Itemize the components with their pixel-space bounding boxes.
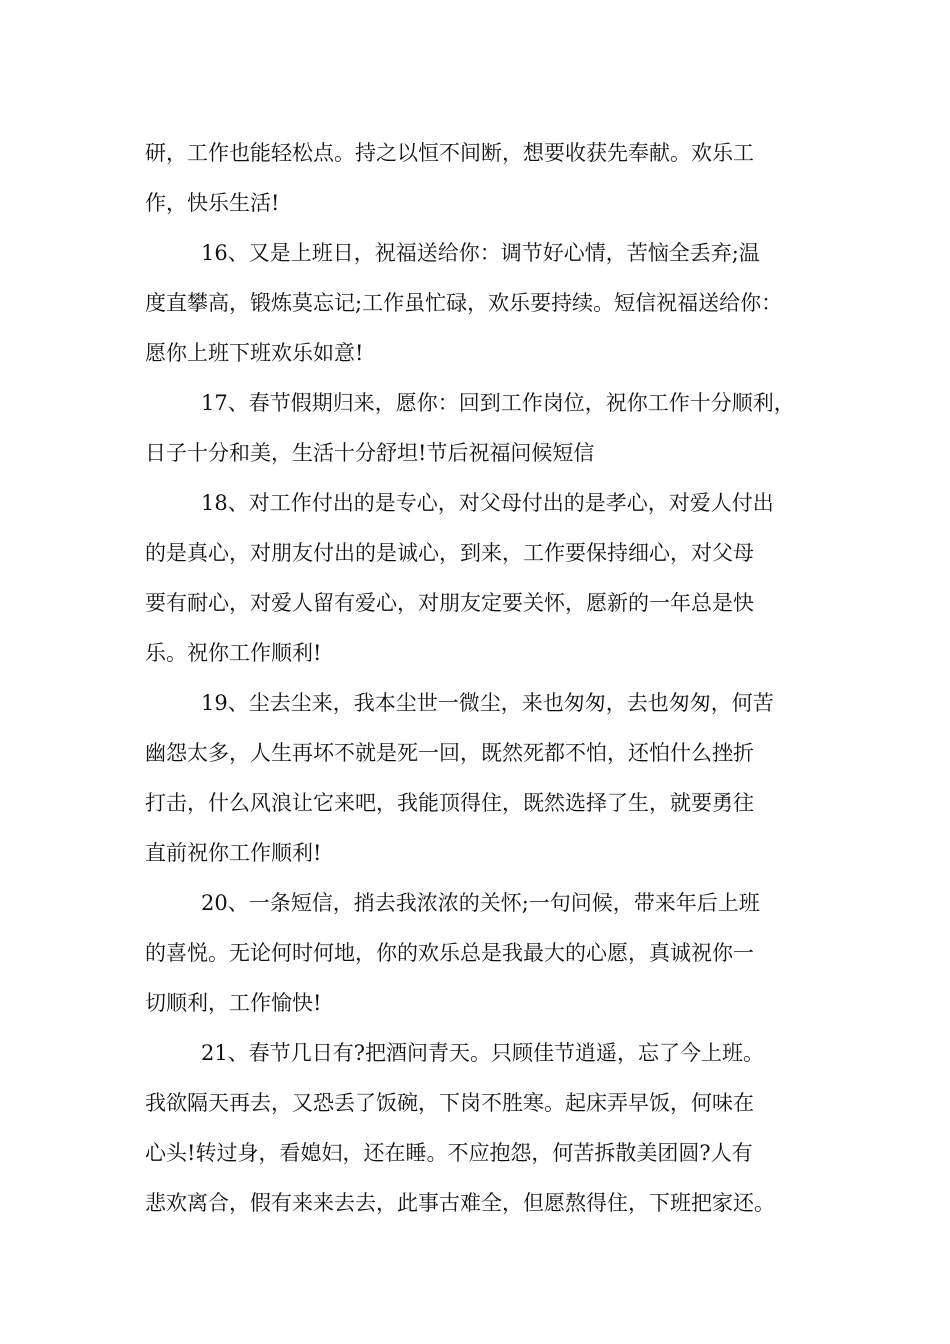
text-line: 日子十分和美，生活十分舒坦!节后祝福问候短信 bbox=[145, 441, 595, 465]
text-line: 作，快乐生活! bbox=[145, 191, 280, 215]
text-line: 19、尘去尘来，我本尘世一微尘，来也匆匆，去也匆匆，何苦 bbox=[201, 691, 774, 715]
text-line: 18、对工作付出的是专心，对父母付出的是孝心，对爱人付出 bbox=[201, 491, 774, 515]
text-line: 悲欢离合，假有来来去去，此事古难全，但愿熬得住，下班把家还。 bbox=[145, 1191, 775, 1215]
text-line: 直前祝你工作顺利! bbox=[145, 841, 322, 865]
text-line: 20、一条短信，捎去我浓浓的关怀;一句问候，带来年后上班 bbox=[201, 891, 760, 915]
text-line: 打击，什么风浪让它来吧，我能顶得住，既然选择了生，就要勇往 bbox=[145, 791, 754, 815]
text-line: 21、春节几日有?把酒问青天。只顾佳节逍遥，忘了今上班。 bbox=[201, 1041, 764, 1065]
text-line: 研，工作也能轻松点。持之以恒不间断，想要收获先奉献。欢乐工 bbox=[145, 141, 754, 165]
document-body bbox=[145, 128, 825, 1228]
text-line: 心头!转过身，看媳妇，还在睡。不应抱怨，何苦拆散美团圆?人有 bbox=[145, 1141, 753, 1165]
paragraph-16 bbox=[145, 228, 825, 378]
text-line: 度直攀高，锻炼莫忘记;工作虽忙碌，欢乐要持续。短信祝福送给你： bbox=[145, 291, 783, 315]
text-line: 的喜悦。无论何时何地，你的欢乐总是我最大的心愿，真诚祝你一 bbox=[145, 941, 754, 965]
paragraph-21 bbox=[145, 1028, 825, 1228]
text-line: 愿你上班下班欢乐如意! bbox=[145, 341, 364, 365]
paragraph-19 bbox=[145, 678, 825, 878]
text-line: 切顺利，工作愉快! bbox=[145, 991, 322, 1015]
text-line: 17、春节假期归来，愿你：回到工作岗位，祝你工作十分顺利， bbox=[201, 391, 795, 415]
text-line: 的是真心，对朋友付出的是诚心，到来，工作要保持细心，对父母 bbox=[145, 541, 754, 565]
paragraph-20 bbox=[145, 878, 825, 1028]
text-line: 要有耐心，对爱人留有爱心，对朋友定要关怀，愿新的一年总是快 bbox=[145, 591, 754, 615]
paragraph-18 bbox=[145, 478, 825, 678]
text-line: 幽怨太多，人生再坏不就是死一回，既然死都不怕，还怕什么挫折 bbox=[145, 741, 754, 765]
paragraph-17 bbox=[145, 378, 825, 478]
text-line: 乐。祝你工作顺利! bbox=[145, 641, 322, 665]
text-line: 16、又是上班日，祝福送给你：调节好心情，苦恼全丢弃;温 bbox=[201, 241, 760, 265]
paragraph-15-tail bbox=[145, 128, 825, 228]
text-line: 我欲隔天再去，又恐丢了饭碗，下岗不胜寒。起床弄早饭，何味在 bbox=[145, 1091, 754, 1115]
